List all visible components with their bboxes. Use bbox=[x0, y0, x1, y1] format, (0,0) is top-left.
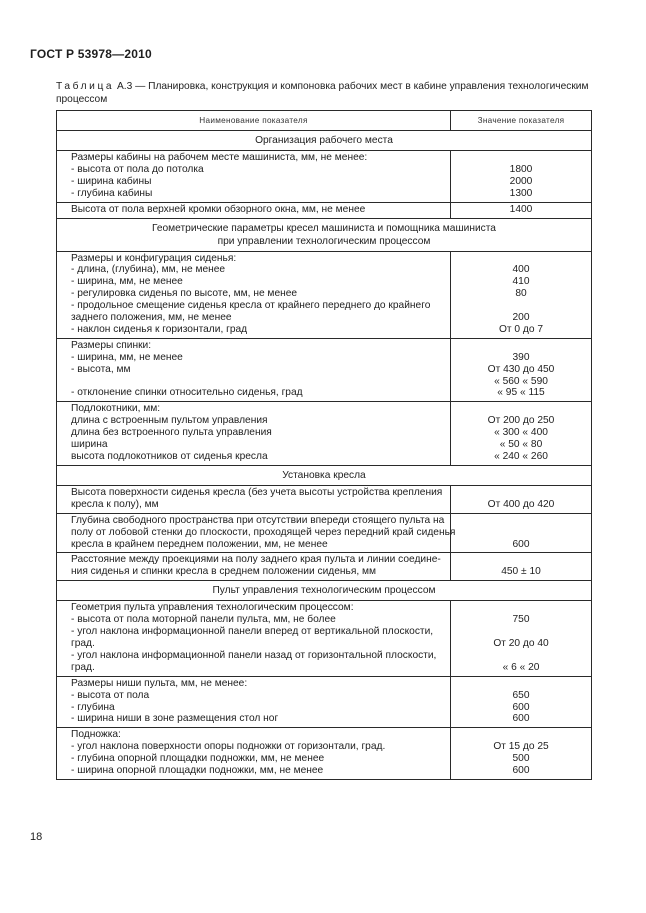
value-line: 390 bbox=[512, 351, 530, 363]
parameter-line: - глубина опорной площадки подножки, мм, не менее bbox=[71, 753, 325, 765]
value-line: 2000 bbox=[509, 175, 533, 187]
parameter-cell bbox=[57, 202, 451, 218]
parameter-line: ния сиденья и спинки кресла в среднем положении сиденья, мм bbox=[71, 566, 377, 578]
standard-number: ГОСТ Р 53978—2010 bbox=[30, 47, 152, 61]
table-row bbox=[57, 402, 592, 466]
parameter-line: Подлокотники, мм: bbox=[71, 403, 161, 415]
value-cell bbox=[451, 513, 592, 553]
value-line: 600 bbox=[512, 713, 530, 725]
value-line: « 6 « 20 bbox=[502, 661, 540, 673]
parameter-line: - высота от пола до потолка bbox=[71, 163, 204, 175]
table-row bbox=[57, 251, 592, 338]
value-line: 410 bbox=[512, 276, 530, 288]
table-header-row bbox=[57, 111, 592, 131]
parameter-line: - глубина кабины bbox=[71, 187, 153, 199]
value-line: От 20 до 40 bbox=[493, 637, 549, 649]
parameter-line: - ширина, мм, не менее bbox=[71, 276, 183, 288]
value-line: 600 bbox=[512, 765, 530, 777]
section-title bbox=[57, 465, 592, 485]
parameter-line: Высота от пола верхней кромки обзорного окна, мм, не менее bbox=[71, 203, 366, 215]
value-line: 450 ± 10 bbox=[501, 566, 541, 578]
parameter-line: - глубина bbox=[71, 701, 115, 713]
value-line bbox=[451, 650, 591, 662]
parameter-line: - высота от пола bbox=[71, 689, 150, 701]
parameter-line: - длина, (глубина), мм, не менее bbox=[71, 264, 226, 276]
value-line: 1400 bbox=[509, 203, 533, 215]
value-line: 1300 bbox=[509, 187, 533, 199]
value-line bbox=[451, 403, 591, 415]
parameter-line: кресла к полу), мм bbox=[71, 498, 159, 510]
parameter-line: - ширина, мм, не менее bbox=[71, 351, 183, 363]
table-row bbox=[57, 676, 592, 728]
value-line: 500 bbox=[512, 753, 530, 765]
parameter-line: Размеры спинки: bbox=[71, 339, 152, 351]
parameter-line: град. bbox=[71, 637, 95, 649]
value-line: 650 bbox=[512, 689, 530, 701]
parameter-cell bbox=[57, 338, 451, 402]
value-line: 600 bbox=[512, 538, 530, 550]
table-row bbox=[57, 601, 592, 676]
parameter-line: Расстояние между проекциями на полу заднего края пульта и линии соедине- bbox=[71, 554, 441, 566]
parameter-line: длина с встроенным пультом управления bbox=[71, 415, 268, 427]
parameter-line: заднего положения, мм, не менее bbox=[71, 312, 232, 324]
value-cell bbox=[451, 728, 592, 780]
parameter-line: - высота, мм bbox=[71, 363, 131, 375]
parameter-line: длина без встроенного пульта управления bbox=[71, 427, 272, 439]
page-number: 18 bbox=[30, 831, 43, 843]
parameter-cell bbox=[57, 251, 451, 338]
parameter-line: - регулировка сиденья по высоте, мм, не менее bbox=[71, 288, 298, 300]
parameter-line: - наклон сиденья к горизонтали, град bbox=[71, 323, 248, 335]
value-line: От 400 до 420 bbox=[487, 498, 555, 510]
parameter-line: кресла в крайнем переднем положении, мм, не менее bbox=[71, 538, 328, 550]
value-line: От 430 до 450 bbox=[487, 363, 555, 375]
section-title-line: Организация рабочего места bbox=[255, 135, 393, 146]
value-line bbox=[451, 527, 591, 539]
section-title bbox=[57, 131, 592, 151]
parameter-line: Глубина свободного пространства при отсутствии впереди стоящего пульта на bbox=[71, 514, 445, 526]
section-title bbox=[57, 581, 592, 601]
value-line: 200 bbox=[512, 312, 530, 324]
value-line: « 240 « 260 bbox=[494, 451, 548, 462]
section-title-line: Пульт управления технологическим процессом bbox=[212, 585, 436, 597]
column-header-value: Значение показателя bbox=[451, 111, 592, 131]
table-row bbox=[57, 728, 592, 780]
parameter-line: - ширина кабины bbox=[71, 175, 152, 187]
section-title bbox=[57, 218, 592, 251]
parameter-cell bbox=[57, 676, 451, 728]
value-line: 400 bbox=[512, 264, 530, 276]
section-row bbox=[57, 465, 592, 485]
parameter-line: полу от лобовой стенки до плоскости, проходящей через передний край сиденья bbox=[71, 526, 456, 538]
parameter-line: Размеры кабины на рабочем месте машиниста, мм, не менее: bbox=[71, 152, 368, 163]
parameter-line: Подножка: bbox=[71, 729, 121, 741]
value-cell bbox=[451, 151, 592, 203]
section-title-line: Геометрические параметры кресел машиниста и помощника машиниста bbox=[152, 222, 496, 234]
parameter-cell bbox=[57, 728, 451, 780]
parameter-cell bbox=[57, 151, 451, 203]
value-line bbox=[451, 729, 591, 741]
value-cell bbox=[451, 553, 592, 581]
parameter-line: - высота от пола моторной панели пульта, мм, не более bbox=[71, 614, 336, 626]
table-row bbox=[57, 338, 592, 402]
value-line bbox=[451, 554, 591, 566]
value-cell bbox=[451, 251, 592, 338]
value-line: « 95 « 115 bbox=[497, 387, 545, 399]
value-line: « 560 « 590 bbox=[494, 375, 548, 387]
parameter-line: - отклонение спинки относительно сиденья, град bbox=[71, 387, 303, 399]
parameter-cell bbox=[57, 513, 456, 553]
value-cell bbox=[451, 676, 592, 728]
table-caption-text: А.3 — Планировка, конструкция и компоновка рабочих мест в кабине управления технологическим процессом bbox=[56, 81, 589, 106]
value-line: От 0 до 7 bbox=[498, 323, 544, 335]
column-header-parameter: Наименование показателя bbox=[57, 111, 451, 131]
table-caption-label: Таблица bbox=[56, 81, 115, 92]
parameter-cell bbox=[57, 485, 451, 513]
parameter-cell bbox=[57, 601, 451, 676]
value-cell bbox=[451, 338, 592, 402]
value-line bbox=[451, 253, 591, 265]
value-cell bbox=[451, 485, 592, 513]
parameter-line: ширина bbox=[71, 439, 108, 451]
parameter-line: - угол наклона поверхности опоры подножки от горизонтали, град. bbox=[71, 741, 386, 753]
parameter-line: град. bbox=[71, 661, 95, 673]
section-title-line: Установка кресла bbox=[282, 469, 366, 481]
value-line bbox=[451, 515, 591, 527]
value-line: 600 bbox=[512, 701, 530, 713]
value-line: « 50 « 80 bbox=[499, 439, 543, 451]
parameter-line: высота подлокотников от сиденья кресла bbox=[71, 451, 268, 463]
table-row bbox=[57, 151, 592, 203]
table-row bbox=[57, 513, 592, 553]
parameter-line: Размеры ниши пульта, мм, не менее: bbox=[71, 677, 248, 689]
parameter-line: - ширина ниши в зоне размещения стол ног bbox=[71, 713, 279, 725]
parameter-line bbox=[71, 376, 444, 388]
section-row bbox=[57, 218, 592, 251]
table-row bbox=[57, 485, 592, 513]
value-line: От 200 до 250 bbox=[487, 415, 555, 427]
value-line bbox=[451, 487, 591, 499]
parameter-line: Размеры и конфигурация сиденья: bbox=[71, 252, 237, 264]
table-row bbox=[57, 202, 592, 218]
value-line: 80 bbox=[515, 288, 527, 300]
table-caption bbox=[56, 80, 596, 106]
value-line: 750 bbox=[512, 614, 530, 626]
parameter-line: - продольное смещение сиденья кресла от крайнего переднего до крайнего bbox=[71, 300, 431, 312]
parameters-table bbox=[56, 110, 592, 780]
value-line: « 300 « 400 bbox=[494, 427, 548, 439]
value-line bbox=[451, 340, 591, 352]
parameter-line: - угол наклона информационной панели назад от горизонтальной плоскости, bbox=[71, 649, 437, 661]
parameter-line: - угол наклона информационной панели вперед от вертикальной плоскости, bbox=[71, 626, 434, 638]
value-line: От 15 до 25 bbox=[493, 741, 549, 753]
parameter-cell bbox=[57, 402, 451, 466]
parameter-line: Высота поверхности сиденья кресла (без учета высоты устройства крепления bbox=[71, 486, 443, 498]
value-line bbox=[451, 626, 591, 638]
value-line bbox=[451, 152, 591, 164]
parameter-cell bbox=[57, 553, 451, 581]
parameter-line: Геометрия пульта управления технологическим процессом: bbox=[71, 602, 354, 614]
value-line bbox=[451, 300, 591, 312]
value-line bbox=[451, 678, 591, 690]
section-row bbox=[57, 131, 592, 151]
value-cell bbox=[451, 601, 592, 676]
section-title-line: при управлении технологическим процессом bbox=[217, 235, 431, 247]
value-line bbox=[451, 602, 591, 614]
value-cell bbox=[451, 202, 592, 218]
value-line: 1800 bbox=[509, 163, 533, 175]
section-row bbox=[57, 581, 592, 601]
table-row bbox=[57, 553, 592, 581]
parameter-line: - ширина опорной площадки подножки, мм, не менее bbox=[71, 765, 324, 777]
value-cell bbox=[451, 402, 592, 466]
